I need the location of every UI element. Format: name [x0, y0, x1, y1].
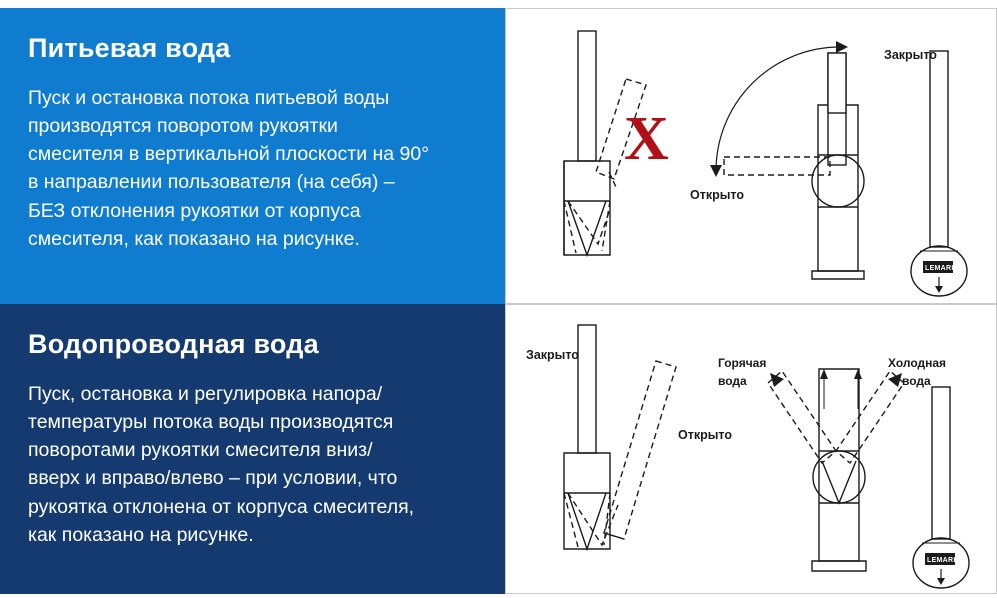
label-hot-water-line2: вода — [718, 374, 747, 388]
panel-tap-water-line-6: как показано на рисунке. — [28, 524, 254, 547]
handle-cap-view-bottom — [913, 387, 969, 588]
faucet-front-view — [812, 53, 864, 279]
forbidden-x-mark — [624, 105, 669, 173]
figure-tap-water-svg — [506, 305, 996, 593]
brand-label-bottom: LEMARK — [927, 557, 959, 564]
hot-cold-swing-diagram — [768, 369, 904, 571]
label-open-top: Открыто — [690, 188, 745, 202]
panel-drinking-water-line-1: Пуск и остановка потока питьевой воды — [28, 86, 390, 109]
panel-drinking-water-line-5: БЕЗ отклонения рукоятки от корпуса — [28, 199, 361, 222]
label-open-bottom: Открыто — [678, 428, 733, 442]
panel-tap-water-line-3: поворотами рукоятки смесителя вниз/ — [28, 439, 373, 462]
panel-tap-water-line-5: рукоятка отклонена от корпуса смесителя, — [28, 495, 415, 518]
faucet-handle-tilted-dashed-bottom — [564, 361, 676, 547]
panel-tap-water-line-2: температуры потока воды производятся — [28, 410, 394, 433]
forbidden-x-glyph: X — [624, 105, 669, 173]
label-cold-water-line1: Холодная — [888, 356, 947, 370]
label-cold-water-line2: вода — [902, 374, 931, 388]
panel-drinking-water-line-4: в направлении пользователя (на себя) – — [28, 171, 395, 194]
faucet-side-view-upright — [564, 31, 610, 255]
figure-drinking-water — [505, 8, 997, 304]
panel-drinking-water-line-2: производятся поворотом рукоятки — [28, 114, 338, 137]
panel-drinking-water-line-3: смесителя в вертикальной плоскости на 90° — [28, 143, 430, 166]
panel-drinking-water-line-6: смесителя, как показано на рисунке. — [28, 228, 360, 251]
panel-tap-water-body — [28, 380, 477, 550]
panel-tap-water — [0, 304, 505, 594]
figure-drinking-water-svg — [506, 9, 996, 303]
handle-cap-view — [911, 51, 967, 296]
panel-tap-water-title: Водопроводная вода — [28, 329, 319, 359]
label-hot-water-line1: Горячая — [718, 356, 767, 370]
brand-label-top: LEMARK — [925, 265, 957, 272]
panel-drinking-water-title: Питьевая вода — [28, 33, 231, 63]
label-closed-top: Закрыто — [884, 48, 937, 62]
panel-drinking-water-body — [28, 84, 477, 254]
panel-tap-water-line-1: Пуск, остановка и регулировка напора/ — [28, 382, 383, 405]
panel-tap-water-line-4: вверх и вправо/влево – при условии, что — [28, 467, 398, 490]
figure-tap-water — [505, 304, 997, 594]
panel-drinking-water — [0, 8, 505, 304]
label-closed-bottom: Закрыто — [526, 348, 579, 362]
